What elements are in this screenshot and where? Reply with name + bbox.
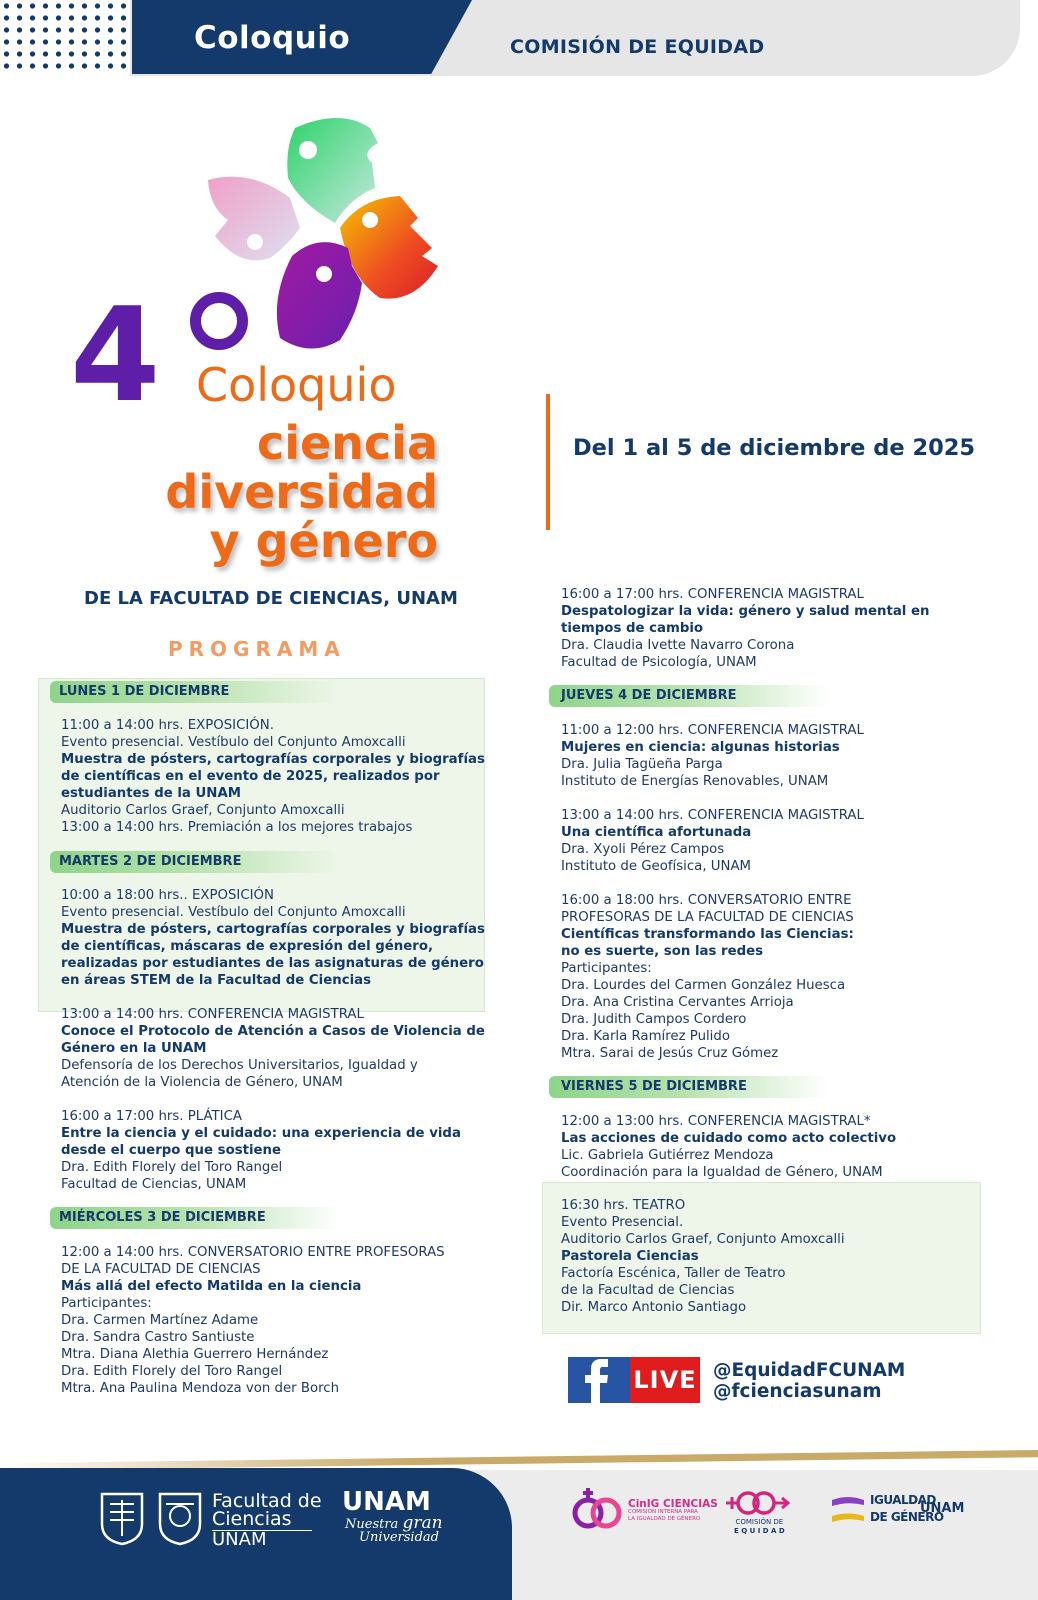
- footer-unam-wordmark: UNAM: [342, 1487, 431, 1517]
- event-viernes-conferencia: [561, 1113, 896, 1181]
- event-line: 16:00 a 17:00 hrs. PLÁTICA: [61, 1109, 242, 1124]
- event-title: Despatologizar la vida: género y salud mental en: [561, 604, 930, 619]
- cinig-sub1: COMISIÓN INTERNA PARA: [628, 1509, 698, 1515]
- footer-facultad-logo: [212, 1492, 322, 1549]
- day-header-jueves: [549, 685, 829, 707]
- event-line: Mtra. Ana Paulina Mendoza von der Borch: [61, 1381, 339, 1396]
- title-genero: y género: [209, 514, 438, 568]
- event-title: de científicas, máscaras de expresión del género,: [61, 939, 434, 954]
- slogan-word: gran: [402, 1513, 443, 1533]
- event-jueves-2: [561, 807, 864, 875]
- unam-shield-icon: [98, 1490, 146, 1546]
- event-line: 12:00 a 13:00 hrs. CONFERENCIA MAGISTRAL*: [561, 1114, 871, 1129]
- title-coloquio: Coloquio: [196, 358, 397, 412]
- event-line: 12:00 a 14:00 hrs. CONVERSATORIO ENTRE PROFESORAS: [61, 1245, 445, 1260]
- comision-equidad-text: [734, 1518, 785, 1536]
- event-line: Dra. Carmen Martínez Adame: [61, 1313, 259, 1328]
- header-subtitle: COMISIÓN DE EQUIDAD: [510, 36, 765, 58]
- title-ciencia: ciencia: [256, 416, 438, 470]
- event-line: Dra. Julia Tagüeña Parga: [561, 757, 723, 772]
- event-title: Entre la ciencia y el cuidado: una experiencia de vida: [61, 1126, 461, 1141]
- day-header-viernes: [549, 1076, 829, 1098]
- footer-fac-line3: UNAM: [212, 1530, 312, 1549]
- event-line: Dra. Xyoli Pérez Campos: [561, 842, 725, 857]
- cinig-text: [628, 1499, 718, 1523]
- title-diversidad: diversidad: [165, 465, 438, 519]
- day-header-martes: [50, 851, 340, 873]
- day-header-miercoles: [50, 1207, 340, 1229]
- event-title: Muestra de pósters, cartografías corporales y biografías: [61, 922, 485, 937]
- footer-fac-line2: Ciencias: [212, 1508, 292, 1530]
- event-title: Una científica afortunada: [561, 825, 752, 840]
- event-line: Coordinación para la Igualdad de Género, UNAM: [561, 1165, 883, 1180]
- ordinal-number: 4: [70, 279, 161, 431]
- event-title: Conoce el Protocolo de Atención a Casos de Violencia de: [61, 1024, 485, 1039]
- day-header-label: MARTES 2 DE DICIEMBRE: [59, 854, 242, 869]
- ciencias-shield-icon: [156, 1490, 204, 1546]
- igualdad-logo-icon: [828, 1494, 868, 1528]
- cinig-sub2: LA IGUALDAD DE GÉNERO: [628, 1516, 701, 1522]
- event-line: 10:00 a 18:00 hrs.. EXPOSICIÓN: [61, 888, 274, 903]
- event-line: Lic. Gabriela Gutiérrez Mendoza: [561, 1148, 774, 1163]
- day-header-label: LUNES 1 DE DICIEMBRE: [59, 684, 230, 699]
- facebook-icon[interactable]: [568, 1357, 630, 1403]
- day-header-lunes: [50, 681, 340, 703]
- event-line: 13:00 a 14:00 hrs. Premiación a los mejores trabajos: [61, 820, 413, 835]
- event-title: de científicas en el evento de 2025, realizados por: [61, 769, 440, 784]
- event-line: 16:30 hrs. TEATRO: [561, 1198, 686, 1213]
- event-title: Científicas transformando las Ciencias:: [561, 927, 854, 942]
- faculty-line: DE LA FACULTAD DE CIENCIAS, UNAM: [84, 588, 458, 609]
- event-martes-exposicion: [61, 887, 485, 989]
- event-line: Evento presencial. Vestíbulo del Conjunto Amoxcalli: [61, 905, 406, 920]
- ig-unam: UNAM: [920, 1501, 965, 1516]
- day-header-label: MIÉRCOLES 3 DE DICIEMBRE: [59, 1210, 266, 1225]
- cinig-logo-icon: [570, 1486, 626, 1536]
- event-lunes-exposicion: [61, 717, 485, 836]
- event-line: Atención de la Violencia de Género, UNAM: [61, 1075, 343, 1090]
- event-line: Auditorio Carlos Graef, Conjunto Amoxcalli: [61, 803, 345, 818]
- handle-fciencias[interactable]: @fcienciasunam: [713, 1381, 882, 1402]
- event-dates: Del 1 al 5 de diciembre de 2025: [573, 435, 976, 461]
- event-line: 16:00 a 17:00 hrs. CONFERENCIA MAGISTRAL: [561, 587, 864, 602]
- event-line: 16:00 a 18:00 hrs. CONVERSATORIO ENTRE: [561, 893, 852, 908]
- day-header-label: JUEVES 4 DE DICIEMBRE: [561, 688, 737, 703]
- event-line: Facultad de Psicología, UNAM: [561, 655, 757, 670]
- comision-equidad-logo-icon: [724, 1488, 790, 1518]
- divider-line: [546, 394, 550, 530]
- event-line: Dir. Marco Antonio Santiago: [561, 1300, 747, 1315]
- handle-equidad[interactable]: @EquidadFCUNAM: [713, 1360, 906, 1381]
- header-title: Coloquio: [194, 20, 351, 56]
- event-line: 11:00 a 14:00 hrs. EXPOSICIÓN.: [61, 718, 274, 733]
- day-header-label: VIERNES 5 DE DICIEMBRE: [561, 1079, 747, 1094]
- event-line: Dra. Edith Florely del Toro Rangel: [61, 1364, 283, 1379]
- event-line: Mtra. Sarai de Jesús Cruz Gómez: [561, 1046, 779, 1061]
- event-title: desde el cuerpo que sostiene: [61, 1143, 282, 1158]
- event-jueves-1: [561, 722, 864, 790]
- event-miercoles-conferencia: [561, 586, 929, 671]
- event-line: Evento presencial. Vestíbulo del Conjunto Amoxcalli: [61, 735, 406, 750]
- programa-heading: PROGRAMA: [168, 637, 346, 661]
- event-title: Género en la UNAM: [61, 1041, 207, 1056]
- event-line: Dra. Claudia Ivette Navarro Corona: [561, 638, 795, 653]
- event-line: Dra. Edith Florely del Toro Rangel: [61, 1160, 283, 1175]
- event-line: 11:00 a 12:00 hrs. CONFERENCIA MAGISTRAL: [561, 723, 864, 738]
- event-line: Auditorio Carlos Graef, Conjunto Amoxcalli: [561, 1232, 845, 1247]
- header-dot-pattern: [0, 0, 130, 74]
- social-handles[interactable]: [713, 1360, 905, 1402]
- event-title: Pastorela Ciencias: [561, 1249, 699, 1264]
- event-title: no es suerte, son las redes: [561, 944, 764, 959]
- event-line: de la Facultad de Ciencias: [561, 1283, 735, 1298]
- event-jueves-3: [561, 892, 854, 1062]
- event-line: Evento Presencial.: [561, 1215, 684, 1230]
- event-line: Dra. Lourdes del Carmen González Huesca: [561, 978, 846, 993]
- event-martes-platica: [61, 1108, 461, 1193]
- footer-fac-line1: Facultad de: [212, 1490, 322, 1512]
- ce-line2: E Q U I D A D: [734, 1527, 785, 1535]
- event-title: en áreas STEM de la Facultad de Ciencias: [61, 973, 372, 988]
- degree-sign-icon: [190, 292, 248, 350]
- event-viernes-teatro: [561, 1197, 845, 1316]
- event-line: Dra. Sandra Castro Santiuste: [61, 1330, 255, 1345]
- event-line: Instituto de Energías Renovables, UNAM: [561, 774, 829, 789]
- event-line: Dra. Ana Cristina Cervantes Arrioja: [561, 995, 794, 1010]
- event-line: PROFESORAS DE LA FACULTAD DE CIENCIAS: [561, 910, 854, 925]
- event-title: tiempos de cambio: [561, 621, 704, 636]
- event-line: Instituto de Geofísica, UNAM: [561, 859, 752, 874]
- event-title: Las acciones de cuidado como acto colectivo: [561, 1131, 897, 1146]
- event-line: Mtra. Diana Alethia Guerrero Hernández: [61, 1347, 329, 1362]
- event-miercoles-conversatorio: [61, 1244, 445, 1397]
- ce-line1: COMISIÓN DE: [735, 1518, 784, 1526]
- event-line: Facultad de Ciencias, UNAM: [61, 1177, 247, 1192]
- slogan-word: Universidad: [359, 1530, 439, 1545]
- event-martes-conferencia: [61, 1006, 485, 1091]
- slogan-word: Nuestra: [345, 1517, 399, 1532]
- event-line: Factoría Escénica, Taller de Teatro: [561, 1266, 786, 1281]
- event-line: Dra. Judith Campos Cordero: [561, 1012, 747, 1027]
- event-line: Defensoría de los Derechos Universitarios, Igualdad y: [61, 1058, 418, 1073]
- live-badge[interactable]: LIVE: [630, 1357, 700, 1403]
- event-line: DE LA FACULTAD DE CIENCIAS: [61, 1262, 261, 1277]
- event-line: 13:00 a 14:00 hrs. CONFERENCIA MAGISTRAL: [561, 808, 864, 823]
- event-line: Participantes:: [61, 1296, 152, 1311]
- footer-slogan: [345, 1513, 443, 1545]
- event-title: Más allá del efecto Matilda en la ciencia: [61, 1279, 362, 1294]
- event-title: estudiantes de la UNAM: [61, 786, 241, 801]
- event-line: Dra. Karla Ramírez Pulido: [561, 1029, 730, 1044]
- event-title: Muestra de pósters, cartografías corporales y biografías: [61, 752, 485, 767]
- ig-line1: IGUALDAD: [870, 1493, 936, 1507]
- ig-line2: DE GÉNERO: [870, 1510, 944, 1524]
- event-title: Mujeres en ciencia: algunas historias: [561, 740, 840, 755]
- event-title: realizadas por estudiantes de las asignaturas de género: [61, 956, 484, 971]
- cinig-title: CinIG CIENCIAS: [628, 1498, 718, 1510]
- event-line: 13:00 a 14:00 hrs. CONFERENCIA MAGISTRAL: [61, 1007, 364, 1022]
- event-line: Participantes:: [561, 961, 652, 976]
